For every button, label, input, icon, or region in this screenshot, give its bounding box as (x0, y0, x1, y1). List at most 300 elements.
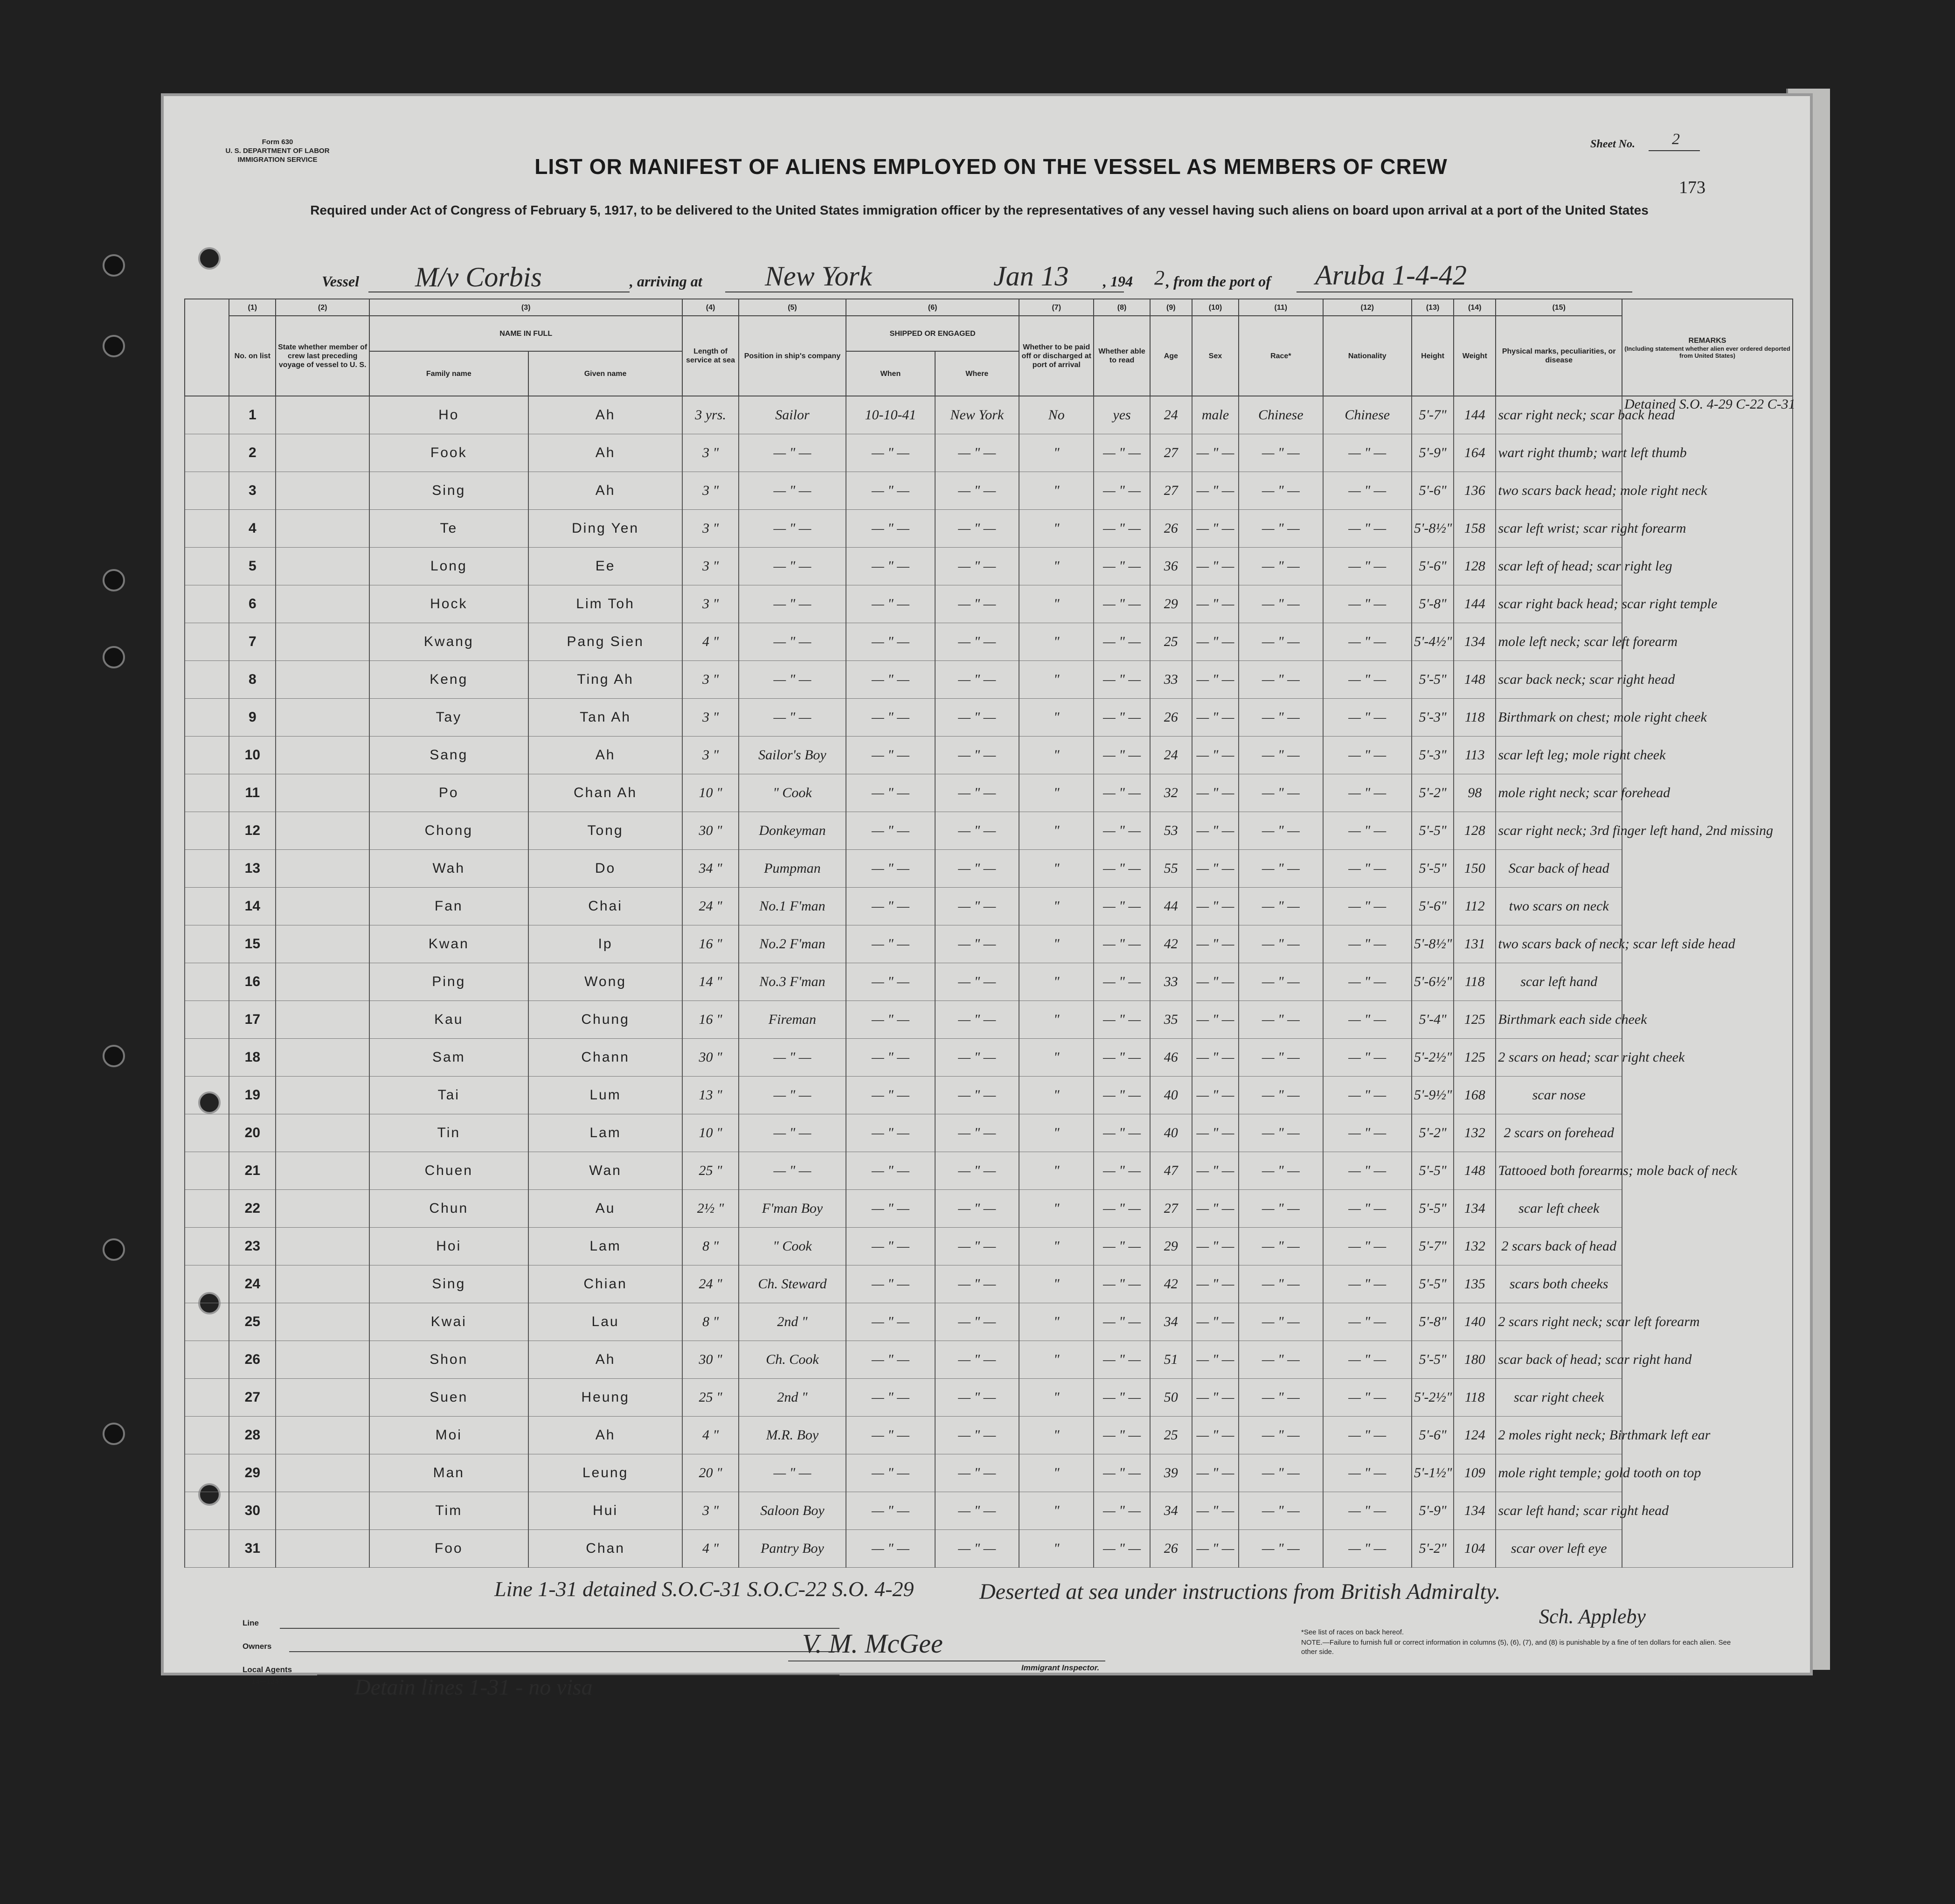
row-marker (185, 737, 229, 774)
family-name: Kau (369, 1001, 528, 1039)
paid-off: " (1019, 1417, 1094, 1454)
row-marker (185, 1303, 229, 1341)
shipped-where: — " — (935, 850, 1019, 888)
able-to-read: — " — (1094, 1379, 1150, 1417)
shipped-when: — " — (846, 699, 935, 737)
table-row (185, 1265, 1793, 1303)
height: 5'-3" (1412, 737, 1454, 774)
service-length: 4 " (682, 623, 738, 661)
row-number: 26 (229, 1341, 276, 1379)
table-row (185, 774, 1793, 812)
nationality: — " — (1323, 1152, 1412, 1190)
family-name: Ho (369, 396, 528, 434)
race: Chinese (1239, 396, 1323, 434)
position: " Cook (739, 1228, 846, 1265)
col-1-number: (1) (229, 299, 276, 316)
state-cell (276, 1530, 369, 1568)
table-row (185, 1341, 1793, 1379)
height: 5'-5" (1412, 812, 1454, 850)
physical-marks: Birthmark each side cheek (1496, 1001, 1622, 1039)
col-nationality-header: Nationality (1323, 316, 1412, 396)
nationality: — " — (1323, 1190, 1412, 1228)
shipped-when: — " — (846, 1530, 935, 1568)
family-name: Keng (369, 661, 528, 699)
row-number: 17 (229, 1001, 276, 1039)
position: F'man Boy (739, 1190, 846, 1228)
table-row (185, 623, 1793, 661)
punch-hole (103, 646, 125, 668)
punch-hole (103, 569, 125, 591)
sex: — " — (1192, 1190, 1239, 1228)
weight: 125 (1454, 1001, 1496, 1039)
sex: — " — (1192, 510, 1239, 548)
remarks-cell: Detained S.O. 4-29 C-22 C-31 (1622, 396, 1793, 1568)
given-name: Wong (528, 963, 683, 1001)
given-name: Tong (528, 812, 683, 850)
family-name: Hock (369, 585, 528, 623)
state-cell (276, 1190, 369, 1228)
service-length: 3 " (682, 737, 738, 774)
shipped-when: — " — (846, 888, 935, 925)
age: 50 (1150, 1379, 1192, 1417)
row-number: 25 (229, 1303, 276, 1341)
race: — " — (1239, 1341, 1323, 1379)
row-marker (185, 699, 229, 737)
shipped-when: — " — (846, 1152, 935, 1190)
row-number: 6 (229, 585, 276, 623)
sex: — " — (1192, 850, 1239, 888)
physical-marks: scar right neck; scar back head (1496, 396, 1622, 434)
line-label: Line (243, 1619, 259, 1627)
col-6-number: (6) (846, 299, 1019, 316)
height: 5'-8½" (1412, 510, 1454, 548)
nationality: — " — (1323, 812, 1412, 850)
col-3-number: (3) (369, 299, 683, 316)
row-number: 22 (229, 1190, 276, 1228)
height: 5'-9" (1412, 1492, 1454, 1530)
row-marker (185, 925, 229, 963)
bottom-note: Detain lines 1-31 - no visa (354, 1675, 593, 1700)
row-number: 3 (229, 472, 276, 510)
table-row (185, 1379, 1793, 1417)
table-row (185, 1492, 1793, 1530)
sex: — " — (1192, 434, 1239, 472)
punch-hole (198, 247, 221, 270)
row-number: 28 (229, 1417, 276, 1454)
given-name: Tan Ah (528, 699, 683, 737)
age: 40 (1150, 1077, 1192, 1114)
given-name: Lam (528, 1114, 683, 1152)
given-name: Chung (528, 1001, 683, 1039)
row-marker (185, 623, 229, 661)
shipped-where: — " — (935, 1417, 1019, 1454)
weight: 128 (1454, 548, 1496, 585)
able-to-read: — " — (1094, 1454, 1150, 1492)
weight: 158 (1454, 510, 1496, 548)
given-name: Leung (528, 1454, 683, 1492)
age: 42 (1150, 1265, 1192, 1303)
able-to-read: — " — (1094, 888, 1150, 925)
shipped-when: — " — (846, 737, 935, 774)
family-name: Tay (369, 699, 528, 737)
shipped-when: — " — (846, 1001, 935, 1039)
height: 5'-2½" (1412, 1379, 1454, 1417)
nationality: — " — (1323, 510, 1412, 548)
race: — " — (1239, 1077, 1323, 1114)
row-marker (185, 1190, 229, 1228)
weight: 109 (1454, 1454, 1496, 1492)
paid-off: " (1019, 661, 1094, 699)
age: 34 (1150, 1492, 1192, 1530)
able-to-read: — " — (1094, 623, 1150, 661)
physical-marks: scar left leg; mole right cheek (1496, 737, 1622, 774)
sheet-number-label: Sheet No. (1590, 138, 1635, 150)
given-name: Pang Sien (528, 623, 683, 661)
table-row (185, 1303, 1793, 1341)
nationality: — " — (1323, 623, 1412, 661)
row-number: 27 (229, 1379, 276, 1417)
race: — " — (1239, 1190, 1323, 1228)
col-name-header: NAME IN FULL (369, 316, 683, 351)
age: 25 (1150, 623, 1192, 661)
row-marker (185, 1001, 229, 1039)
service-length: 3 " (682, 585, 738, 623)
row-number: 10 (229, 737, 276, 774)
race: — " — (1239, 1379, 1323, 1417)
shipped-when: — " — (846, 434, 935, 472)
service-length: 25 " (682, 1379, 738, 1417)
height: 5'-9" (1412, 434, 1454, 472)
height: 5'-7" (1412, 1228, 1454, 1265)
shipped-where: — " — (935, 1454, 1019, 1492)
position: — " — (739, 510, 846, 548)
able-to-read: — " — (1094, 925, 1150, 963)
nationality: Chinese (1323, 396, 1412, 434)
position: — " — (739, 661, 846, 699)
table-row (185, 548, 1793, 585)
given-name: Lam (528, 1228, 683, 1265)
able-to-read: — " — (1094, 774, 1150, 812)
race: — " — (1239, 623, 1323, 661)
col-position-header: Position in ship's company (739, 316, 846, 396)
physical-marks: mole right temple; gold tooth on top (1496, 1454, 1622, 1492)
sex: — " — (1192, 585, 1239, 623)
paid-off: " (1019, 1492, 1094, 1530)
shipped-where: — " — (935, 434, 1019, 472)
able-to-read: yes (1094, 396, 1150, 434)
arrival-date: Jan 13 (993, 261, 1069, 292)
paid-off: " (1019, 510, 1094, 548)
given-name: Ip (528, 925, 683, 963)
shipped-where: — " — (935, 1379, 1019, 1417)
age: 24 (1150, 396, 1192, 434)
col-paid-header: Whether to be paid off or discharged at port of arrival (1019, 316, 1094, 396)
shipped-when: — " — (846, 925, 935, 963)
age: 51 (1150, 1341, 1192, 1379)
master-signature: Sch. Appleby (1539, 1605, 1646, 1628)
able-to-read: — " — (1094, 1039, 1150, 1077)
family-name: Ping (369, 963, 528, 1001)
state-cell (276, 1228, 369, 1265)
height: 5'-2" (1412, 774, 1454, 812)
height: 5'-8½" (1412, 925, 1454, 963)
service-length: 3 " (682, 434, 738, 472)
race: — " — (1239, 812, 1323, 850)
race: — " — (1239, 1265, 1323, 1303)
given-name: Lim Toh (528, 585, 683, 623)
state-cell (276, 737, 369, 774)
position: — " — (739, 434, 846, 472)
given-name: Ah (528, 396, 683, 434)
col-14-number: (14) (1454, 299, 1496, 316)
col-9-number: (9) (1150, 299, 1192, 316)
state-cell (276, 1001, 369, 1039)
weight: 132 (1454, 1114, 1496, 1152)
inspector-label: Immigrant Inspector. (1021, 1663, 1100, 1672)
state-cell (276, 1152, 369, 1190)
physical-marks: 2 scars back of head (1496, 1228, 1622, 1265)
col-11-number: (11) (1239, 299, 1323, 316)
weight: 113 (1454, 737, 1496, 774)
arriving-port: New York (765, 261, 872, 292)
able-to-read: — " — (1094, 1190, 1150, 1228)
height: 5'-5" (1412, 1341, 1454, 1379)
row-number: 31 (229, 1530, 276, 1568)
service-length: 3 yrs. (682, 396, 738, 434)
physical-marks: Tattooed both forearms; mole back of neck (1496, 1152, 1622, 1190)
given-name: Ah (528, 472, 683, 510)
row-marker (185, 1114, 229, 1152)
family-name: Kwang (369, 623, 528, 661)
position: — " — (739, 548, 846, 585)
paid-off: " (1019, 1001, 1094, 1039)
state-cell (276, 396, 369, 434)
nationality: — " — (1323, 888, 1412, 925)
family-name: Te (369, 510, 528, 548)
age: 29 (1150, 1228, 1192, 1265)
shipped-where: — " — (935, 1303, 1019, 1341)
nationality: — " — (1323, 1341, 1412, 1379)
family-name: Moi (369, 1417, 528, 1454)
nationality: — " — (1323, 1303, 1412, 1341)
position: " Cook (739, 774, 846, 812)
table-row (185, 1190, 1793, 1228)
nationality: — " — (1323, 1379, 1412, 1417)
state-cell (276, 888, 369, 925)
age: 26 (1150, 699, 1192, 737)
physical-marks: scar left cheek (1496, 1190, 1622, 1228)
state-cell (276, 1454, 369, 1492)
state-cell (276, 510, 369, 548)
height: 5'-5" (1412, 850, 1454, 888)
state-cell (276, 623, 369, 661)
service-length: 3 " (682, 548, 738, 585)
physical-marks: 2 scars on forehead (1496, 1114, 1622, 1152)
col-height-header: Height (1412, 316, 1454, 396)
service-length: 3 " (682, 472, 738, 510)
row-number: 14 (229, 888, 276, 925)
col-shipped-header: SHIPPED OR ENGAGED (846, 316, 1019, 351)
able-to-read: — " — (1094, 737, 1150, 774)
race: — " — (1239, 1228, 1323, 1265)
state-cell (276, 1265, 369, 1303)
shipped-where: — " — (935, 1001, 1019, 1039)
col-7-number: (7) (1019, 299, 1094, 316)
paid-off: No (1019, 396, 1094, 434)
family-name: Suen (369, 1379, 528, 1417)
nationality: — " — (1323, 963, 1412, 1001)
sex: — " — (1192, 1228, 1239, 1265)
service-length: 20 " (682, 1454, 738, 1492)
row-marker (185, 585, 229, 623)
row-number: 1 (229, 396, 276, 434)
shipped-where: — " — (935, 699, 1019, 737)
col-when-header: When (846, 351, 935, 396)
table-row (185, 661, 1793, 699)
col-physical-header: Physical marks, peculiarities, or disease (1496, 316, 1622, 396)
paid-off: " (1019, 1379, 1094, 1417)
row-marker (185, 548, 229, 585)
physical-marks: scar left hand (1496, 963, 1622, 1001)
race: — " — (1239, 1152, 1323, 1190)
state-cell (276, 963, 369, 1001)
race: — " — (1239, 1492, 1323, 1530)
table-row (185, 1454, 1793, 1492)
age: 36 (1150, 548, 1192, 585)
physical-marks: mole right neck; scar forehead (1496, 774, 1622, 812)
year-prefix: , 194 (1103, 273, 1133, 290)
able-to-read: — " — (1094, 1077, 1150, 1114)
sex: — " — (1192, 1265, 1239, 1303)
position: Fireman (739, 1001, 846, 1039)
race: — " — (1239, 1001, 1323, 1039)
vessel-name: M/v Corbis (415, 262, 542, 292)
position: — " — (739, 623, 846, 661)
nationality: — " — (1323, 585, 1412, 623)
page-number: 173 (1679, 178, 1705, 197)
physical-marks: two scars back head; mole right neck (1496, 472, 1622, 510)
service-length: 3 " (682, 661, 738, 699)
family-name: Fook (369, 434, 528, 472)
able-to-read: — " — (1094, 812, 1150, 850)
col-sex-header: Sex (1192, 316, 1239, 396)
race: — " — (1239, 1114, 1323, 1152)
table-row (185, 1001, 1793, 1039)
shipped-where: New York (935, 396, 1019, 434)
age: 44 (1150, 888, 1192, 925)
race: — " — (1239, 963, 1323, 1001)
state-cell (276, 661, 369, 699)
document-subtitle: Required under Act of Congress of February 5, 1917, to be delivered to the United States immigration officer by the representatives of any vessel having such aliens on board upon arrival at a port of the United States (310, 203, 1649, 217)
paid-off: " (1019, 1265, 1094, 1303)
height: 5'-5" (1412, 1152, 1454, 1190)
paid-off: " (1019, 623, 1094, 661)
nationality: — " — (1323, 1114, 1412, 1152)
row-number: 19 (229, 1077, 276, 1114)
family-name: Fan (369, 888, 528, 925)
race: — " — (1239, 774, 1323, 812)
nationality: — " — (1323, 1228, 1412, 1265)
table-row (185, 396, 1793, 434)
col-family-header: Family name (369, 351, 528, 396)
service-length: 3 " (682, 699, 738, 737)
row-number: 12 (229, 812, 276, 850)
age: 33 (1150, 963, 1192, 1001)
sex: — " — (1192, 1530, 1239, 1568)
paid-off: " (1019, 1530, 1094, 1568)
able-to-read: — " — (1094, 850, 1150, 888)
row-number: 29 (229, 1454, 276, 1492)
service-length: 3 " (682, 510, 738, 548)
col-state-header: State whether member of crew last preceding voyage of vessel to U. S. (276, 316, 369, 396)
shipped-when: — " — (846, 963, 935, 1001)
able-to-read: — " — (1094, 963, 1150, 1001)
sex: — " — (1192, 963, 1239, 1001)
physical-marks: scar left wrist; scar right forearm (1496, 510, 1622, 548)
row-marker (185, 396, 229, 434)
punch-hole (103, 335, 125, 357)
state-cell (276, 472, 369, 510)
able-to-read: — " — (1094, 1265, 1150, 1303)
shipped-when: — " — (846, 1379, 935, 1417)
weight: 140 (1454, 1303, 1496, 1341)
nationality: — " — (1323, 925, 1412, 963)
height: 5'-4" (1412, 1001, 1454, 1039)
col-service-header: Length of service at sea (682, 316, 738, 396)
table-row (185, 434, 1793, 472)
position: Sailor's Boy (739, 737, 846, 774)
shipped-when: — " — (846, 1228, 935, 1265)
able-to-read: — " — (1094, 1417, 1150, 1454)
family-name: Kwai (369, 1303, 528, 1341)
age: 29 (1150, 585, 1192, 623)
physical-marks: scar left hand; scar right head (1496, 1492, 1622, 1530)
shipped-where: — " — (935, 1039, 1019, 1077)
family-name: Chuen (369, 1152, 528, 1190)
weight: 124 (1454, 1417, 1496, 1454)
position: — " — (739, 1077, 846, 1114)
shipped-where: — " — (935, 1114, 1019, 1152)
table-row (185, 585, 1793, 623)
col-10-number: (10) (1192, 299, 1239, 316)
row-marker (185, 472, 229, 510)
position: Pantry Boy (739, 1530, 846, 1568)
given-name: Ting Ah (528, 661, 683, 699)
given-name: Hui (528, 1492, 683, 1530)
line-rule (280, 1628, 839, 1629)
height: 5'-5" (1412, 1190, 1454, 1228)
age: 27 (1150, 1190, 1192, 1228)
shipped-where: — " — (935, 963, 1019, 1001)
shipped-where: — " — (935, 774, 1019, 812)
shipped-when: — " — (846, 548, 935, 585)
col-12-number: (12) (1323, 299, 1412, 316)
race: — " — (1239, 925, 1323, 963)
table-row (185, 737, 1793, 774)
height: 5'-6½" (1412, 963, 1454, 1001)
row-marker-header (185, 299, 229, 396)
row-marker (185, 1379, 229, 1417)
nationality: — " — (1323, 850, 1412, 888)
given-name: Chan Ah (528, 774, 683, 812)
punch-hole (103, 1238, 125, 1261)
family-name: Chun (369, 1190, 528, 1228)
nationality: — " — (1323, 1454, 1412, 1492)
sex: — " — (1192, 1001, 1239, 1039)
table-row (185, 1152, 1793, 1190)
age: 35 (1150, 1001, 1192, 1039)
row-marker (185, 1152, 229, 1190)
